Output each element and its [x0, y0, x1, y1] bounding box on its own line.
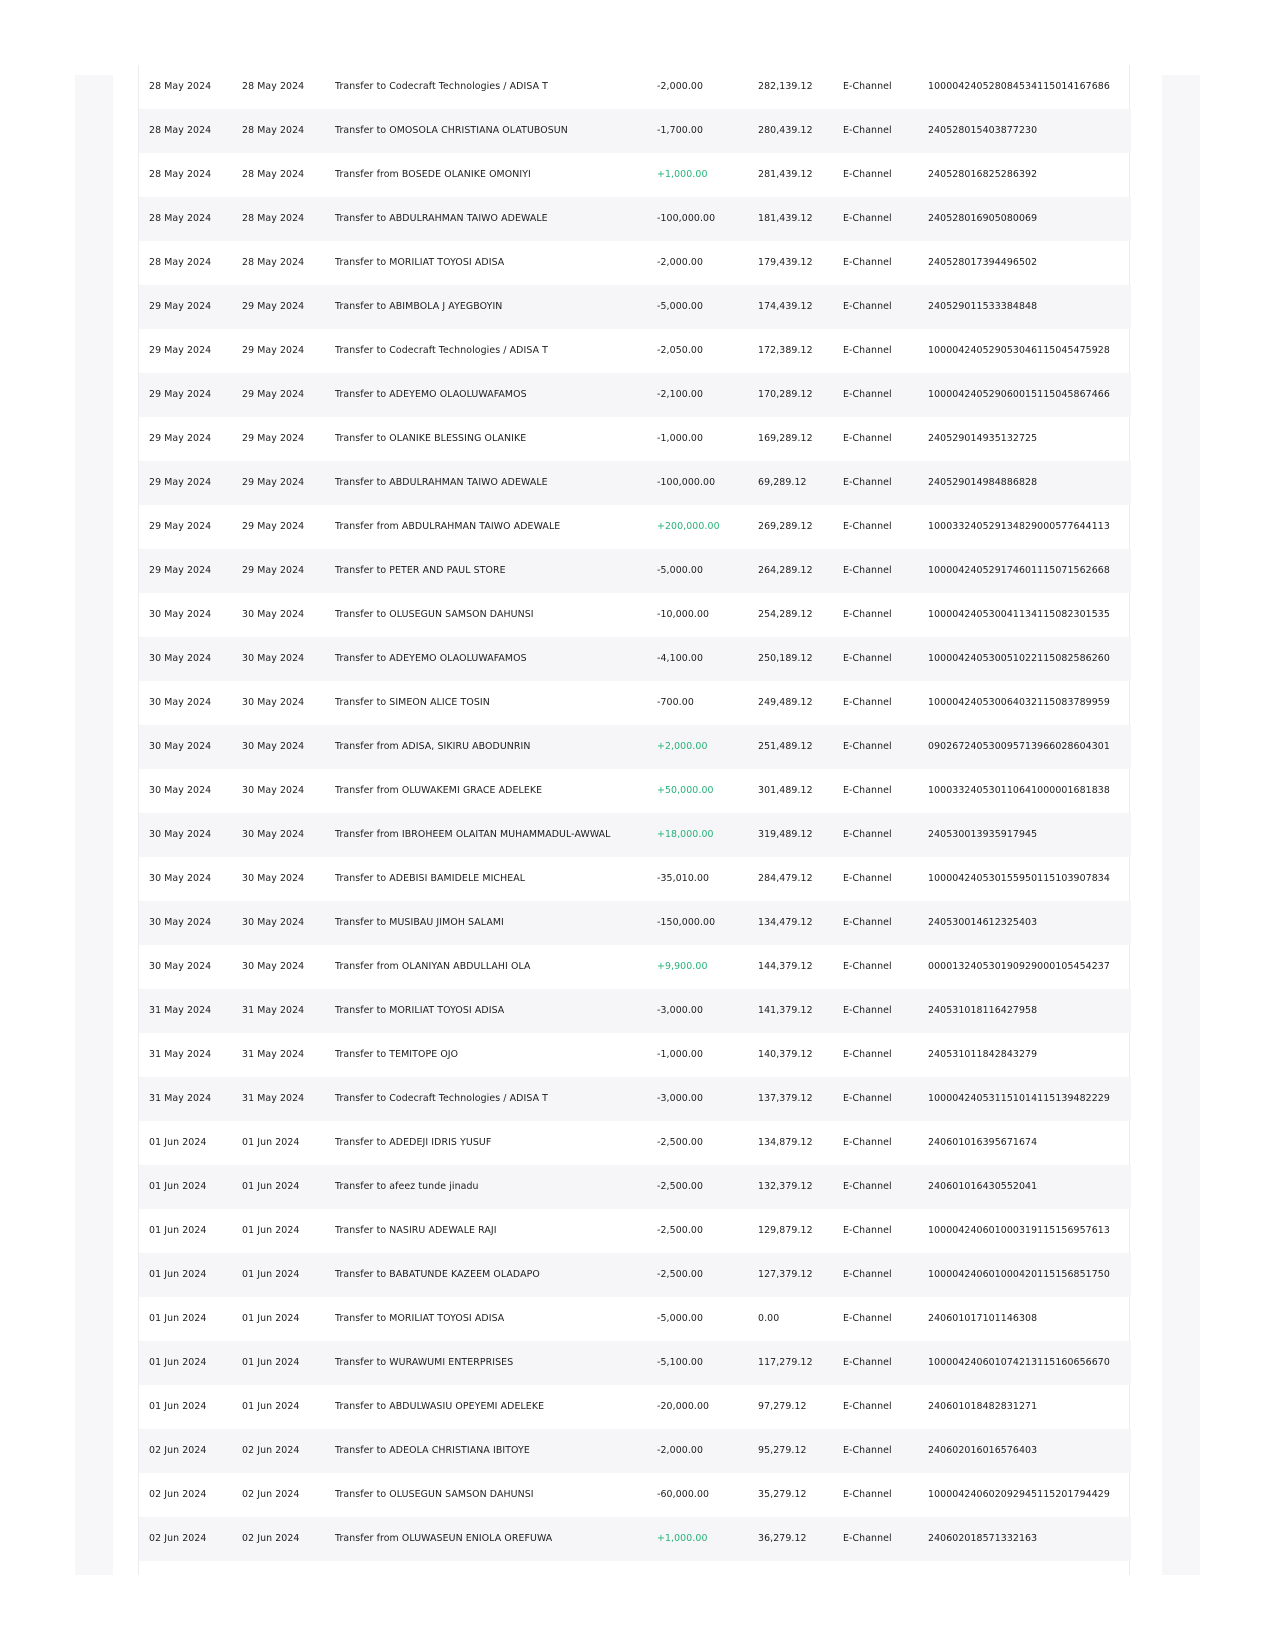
table-row — [139, 769, 1131, 813]
value-date-cell: 01 Jun 2024 — [242, 1225, 300, 1236]
value-date-cell: 01 Jun 2024 — [242, 1401, 300, 1412]
balance-cell: 319,489.12 — [758, 829, 813, 840]
table-row — [139, 1121, 1131, 1165]
reference-cell: 240531011842843279 — [928, 1049, 1038, 1060]
channel-cell: E-Channel — [843, 433, 892, 444]
value-date-cell: 29 May 2024 — [242, 521, 305, 532]
reference-cell: 100004240529053046115045475928 — [928, 345, 1110, 356]
channel-cell: E-Channel — [843, 301, 892, 312]
channel-cell: E-Channel — [843, 1225, 892, 1236]
balance-cell: 141,379.12 — [758, 1005, 813, 1016]
table-row — [139, 197, 1131, 241]
description-cell: Transfer to ABDULWASIU OPEYEMI ADELEKE — [335, 1401, 545, 1412]
table-row — [139, 593, 1131, 637]
reference-cell: 240531018116427958 — [928, 1005, 1038, 1016]
channel-cell: E-Channel — [843, 345, 892, 356]
channel-cell: E-Channel — [843, 741, 892, 752]
description-cell: Transfer to OLUSEGUN SAMSON DAHUNSI — [335, 609, 534, 620]
amount-cell: -4,100.00 — [657, 653, 704, 664]
value-date-cell: 28 May 2024 — [242, 169, 305, 180]
description-cell: Transfer to MORILIAT TOYOSI ADISA — [335, 1005, 505, 1016]
table-row — [139, 637, 1131, 681]
transaction-date-cell: 02 Jun 2024 — [149, 1533, 207, 1544]
reference-cell: 240528016825286392 — [928, 169, 1038, 180]
reference-cell: 100004240530155950115103907834 — [928, 873, 1110, 884]
balance-cell: 134,879.12 — [758, 1137, 813, 1148]
value-date-cell: 28 May 2024 — [242, 125, 305, 136]
table-row — [139, 549, 1131, 593]
description-cell: Transfer from ADISA, SIKIRU ABODUNRIN — [335, 741, 531, 752]
table-row — [139, 813, 1131, 857]
value-date-cell: 28 May 2024 — [242, 81, 305, 92]
description-cell: Transfer to ABIMBOLA J AYEGBOYIN — [335, 301, 503, 312]
table-row — [139, 857, 1131, 901]
reference-cell: 240602018571332163 — [928, 1533, 1038, 1544]
table-row — [139, 109, 1131, 153]
balance-cell: 132,379.12 — [758, 1181, 813, 1192]
table-row — [139, 901, 1131, 945]
reference-cell: 240528015403877230 — [928, 125, 1038, 136]
balance-cell: 301,489.12 — [758, 785, 813, 796]
description-cell: Transfer to MORILIAT TOYOSI ADISA — [335, 1313, 505, 1324]
table-row — [139, 989, 1131, 1033]
channel-cell: E-Channel — [843, 257, 892, 268]
amount-cell: -100,000.00 — [657, 477, 716, 488]
balance-cell: 95,279.12 — [758, 1445, 807, 1456]
amount-cell: -2,050.00 — [657, 345, 704, 356]
amount-cell: -3,000.00 — [657, 1005, 704, 1016]
amount-cell: -5,000.00 — [657, 301, 704, 312]
balance-cell: 172,389.12 — [758, 345, 813, 356]
transaction-date-cell: 28 May 2024 — [149, 213, 212, 224]
value-date-cell: 29 May 2024 — [242, 433, 305, 444]
transaction-date-cell: 02 Jun 2024 — [149, 1489, 207, 1500]
description-cell: Transfer to TEMITOPE OJO — [335, 1049, 459, 1060]
channel-cell: E-Channel — [843, 697, 892, 708]
transaction-table — [138, 65, 1130, 1575]
reference-cell: 100004240529174601115071562668 — [928, 565, 1110, 576]
amount-cell: -20,000.00 — [657, 1401, 710, 1412]
table-row — [139, 1165, 1131, 1209]
balance-cell: 127,379.12 — [758, 1269, 813, 1280]
transaction-date-cell: 28 May 2024 — [149, 81, 212, 92]
channel-cell: E-Channel — [843, 1445, 892, 1456]
balance-cell: 137,379.12 — [758, 1093, 813, 1104]
transaction-date-cell: 28 May 2024 — [149, 125, 212, 136]
channel-cell: E-Channel — [843, 1269, 892, 1280]
channel-cell: E-Channel — [843, 389, 892, 400]
table-row — [139, 1429, 1131, 1473]
table-row — [139, 1385, 1131, 1429]
transaction-date-cell: 30 May 2024 — [149, 697, 212, 708]
table-row — [139, 1517, 1131, 1561]
table-row — [139, 329, 1131, 373]
transaction-date-cell: 29 May 2024 — [149, 521, 212, 532]
balance-cell: 97,279.12 — [758, 1401, 807, 1412]
value-date-cell: 01 Jun 2024 — [242, 1181, 300, 1192]
channel-cell: E-Channel — [843, 1005, 892, 1016]
description-cell: Transfer from OLUWASEUN ENIOLA OREFUWA — [335, 1533, 553, 1544]
balance-cell: 280,439.12 — [758, 125, 813, 136]
amount-cell: +1,000.00 — [657, 169, 708, 180]
reference-cell: 090267240530095713966028604301 — [928, 741, 1110, 752]
balance-cell: 36,279.12 — [758, 1533, 807, 1544]
amount-cell: -2,500.00 — [657, 1225, 704, 1236]
amount-cell: -2,500.00 — [657, 1137, 704, 1148]
value-date-cell: 31 May 2024 — [242, 1093, 305, 1104]
transaction-date-cell: 30 May 2024 — [149, 917, 212, 928]
balance-cell: 179,439.12 — [758, 257, 813, 268]
description-cell: Transfer to OMOSOLA CHRISTIANA OLATUBOSUN — [335, 125, 568, 136]
balance-cell: 264,289.12 — [758, 565, 813, 576]
channel-cell: E-Channel — [843, 521, 892, 532]
channel-cell: E-Channel — [843, 653, 892, 664]
description-cell: Transfer from BOSEDE OLANIKE OMONIYI — [335, 169, 531, 180]
balance-cell: 134,479.12 — [758, 917, 813, 928]
reference-cell: 240530014612325403 — [928, 917, 1038, 928]
channel-cell: E-Channel — [843, 477, 892, 488]
transaction-date-cell: 01 Jun 2024 — [149, 1313, 207, 1324]
balance-cell: 170,289.12 — [758, 389, 813, 400]
value-date-cell: 28 May 2024 — [242, 257, 305, 268]
description-cell: Transfer to ABDULRAHMAN TAIWO ADEWALE — [335, 477, 548, 488]
reference-cell: 240601018482831271 — [928, 1401, 1038, 1412]
balance-cell: 174,439.12 — [758, 301, 813, 312]
reference-cell: 000013240530190929000105454237 — [928, 961, 1110, 972]
transaction-date-cell: 29 May 2024 — [149, 301, 212, 312]
description-cell: Transfer to SIMEON ALICE TOSIN — [335, 697, 490, 708]
balance-cell: 129,879.12 — [758, 1225, 813, 1236]
channel-cell: E-Channel — [843, 1357, 892, 1368]
transaction-date-cell: 31 May 2024 — [149, 1005, 212, 1016]
reference-cell: 100004240601000319115156957613 — [928, 1225, 1110, 1236]
reference-cell: 100004240602092945115201794429 — [928, 1489, 1110, 1500]
transaction-date-cell: 29 May 2024 — [149, 389, 212, 400]
description-cell: Transfer to Codecraft Technologies / ADISA T — [335, 1093, 548, 1104]
balance-cell: 117,279.12 — [758, 1357, 813, 1368]
table-row — [139, 1297, 1131, 1341]
channel-cell: E-Channel — [843, 917, 892, 928]
amount-cell: -10,000.00 — [657, 609, 710, 620]
transaction-date-cell: 01 Jun 2024 — [149, 1401, 207, 1412]
table-row — [139, 1253, 1131, 1297]
transaction-date-cell: 29 May 2024 — [149, 565, 212, 576]
amount-cell: -5,000.00 — [657, 565, 704, 576]
table-row — [139, 65, 1131, 109]
description-cell: Transfer to MUSIBAU JIMOH SALAMI — [335, 917, 504, 928]
reference-cell: 100004240530051022115082586260 — [928, 653, 1110, 664]
transaction-date-cell: 29 May 2024 — [149, 477, 212, 488]
channel-cell: E-Channel — [843, 961, 892, 972]
amount-cell: -2,000.00 — [657, 1445, 704, 1456]
value-date-cell: 01 Jun 2024 — [242, 1313, 300, 1324]
channel-cell: E-Channel — [843, 1401, 892, 1412]
table-row — [139, 1341, 1131, 1385]
description-cell: Transfer to BABATUNDE KAZEEM OLADAPO — [335, 1269, 540, 1280]
value-date-cell: 01 Jun 2024 — [242, 1269, 300, 1280]
value-date-cell: 02 Jun 2024 — [242, 1533, 300, 1544]
description-cell: Transfer from OLANIYAN ABDULLAHI OLA — [335, 961, 531, 972]
transaction-date-cell: 30 May 2024 — [149, 741, 212, 752]
channel-cell: E-Channel — [843, 565, 892, 576]
transaction-date-cell: 28 May 2024 — [149, 169, 212, 180]
balance-cell: 250,189.12 — [758, 653, 813, 664]
reference-cell: 240601016395671674 — [928, 1137, 1038, 1148]
reference-cell: 100004240530064032115083789959 — [928, 697, 1110, 708]
value-date-cell: 31 May 2024 — [242, 1005, 305, 1016]
description-cell: Transfer to ADEYEMO OLAOLUWAFAMOS — [335, 389, 527, 400]
balance-cell: 35,279.12 — [758, 1489, 807, 1500]
description-cell: Transfer from OLUWAKEMI GRACE ADELEKE — [335, 785, 543, 796]
value-date-cell: 30 May 2024 — [242, 917, 305, 928]
balance-cell: 169,289.12 — [758, 433, 813, 444]
amount-cell: -1,000.00 — [657, 1049, 704, 1060]
description-cell: Transfer to ADEBISI BAMIDELE MICHEAL — [335, 873, 526, 884]
description-cell: Transfer to OLUSEGUN SAMSON DAHUNSI — [335, 1489, 534, 1500]
description-cell: Transfer from ABDULRAHMAN TAIWO ADEWALE — [335, 521, 561, 532]
page-margin-right — [1162, 75, 1200, 1575]
reference-cell: 100004240531151014115139482229 — [928, 1093, 1110, 1104]
transaction-date-cell: 01 Jun 2024 — [149, 1181, 207, 1192]
transaction-date-cell: 30 May 2024 — [149, 873, 212, 884]
value-date-cell: 01 Jun 2024 — [242, 1137, 300, 1148]
reference-cell: 240529014935132725 — [928, 433, 1038, 444]
reference-cell: 240528017394496502 — [928, 257, 1038, 268]
value-date-cell: 30 May 2024 — [242, 741, 305, 752]
value-date-cell: 29 May 2024 — [242, 345, 305, 356]
description-cell: Transfer to Codecraft Technologies / ADISA T — [335, 81, 548, 92]
amount-cell: -5,100.00 — [657, 1357, 704, 1368]
table-row — [139, 725, 1131, 769]
channel-cell: E-Channel — [843, 1313, 892, 1324]
amount-cell: -150,000.00 — [657, 917, 716, 928]
value-date-cell: 02 Jun 2024 — [242, 1489, 300, 1500]
amount-cell: -2,500.00 — [657, 1269, 704, 1280]
value-date-cell: 30 May 2024 — [242, 785, 305, 796]
channel-cell: E-Channel — [843, 81, 892, 92]
value-date-cell: 29 May 2024 — [242, 565, 305, 576]
balance-cell: 69,289.12 — [758, 477, 807, 488]
amount-cell: +200,000.00 — [657, 521, 720, 532]
value-date-cell: 29 May 2024 — [242, 301, 305, 312]
balance-cell: 0.00 — [758, 1313, 780, 1324]
amount-cell: -5,000.00 — [657, 1313, 704, 1324]
channel-cell: E-Channel — [843, 169, 892, 180]
description-cell: Transfer to ADEOLA CHRISTIANA IBITOYE — [335, 1445, 530, 1456]
value-date-cell: 30 May 2024 — [242, 873, 305, 884]
balance-cell: 269,289.12 — [758, 521, 813, 532]
amount-cell: -3,000.00 — [657, 1093, 704, 1104]
amount-cell: -1,000.00 — [657, 433, 704, 444]
table-row — [139, 945, 1131, 989]
transaction-date-cell: 30 May 2024 — [149, 829, 212, 840]
reference-cell: 240528016905080069 — [928, 213, 1038, 224]
channel-cell: E-Channel — [843, 829, 892, 840]
amount-cell: -1,700.00 — [657, 125, 704, 136]
value-date-cell: 30 May 2024 — [242, 961, 305, 972]
description-cell: Transfer to afeez tunde jinadu — [335, 1181, 479, 1192]
channel-cell: E-Channel — [843, 1049, 892, 1060]
table-row — [139, 505, 1131, 549]
channel-cell: E-Channel — [843, 609, 892, 620]
transaction-date-cell: 29 May 2024 — [149, 433, 212, 444]
amount-cell: +2,000.00 — [657, 741, 708, 752]
reference-cell: 240601017101146308 — [928, 1313, 1038, 1324]
channel-cell: E-Channel — [843, 1181, 892, 1192]
amount-cell: +50,000.00 — [657, 785, 714, 796]
transaction-date-cell: 01 Jun 2024 — [149, 1137, 207, 1148]
description-cell: Transfer to ADEYEMO OLAOLUWAFAMOS — [335, 653, 527, 664]
channel-cell: E-Channel — [843, 213, 892, 224]
balance-cell: 281,439.12 — [758, 169, 813, 180]
table-row — [139, 153, 1131, 197]
table-row — [139, 1473, 1131, 1517]
balance-cell: 284,479.12 — [758, 873, 813, 884]
value-date-cell: 02 Jun 2024 — [242, 1445, 300, 1456]
amount-cell: -2,000.00 — [657, 81, 704, 92]
reference-cell: 240530013935917945 — [928, 829, 1038, 840]
amount-cell: -60,000.00 — [657, 1489, 710, 1500]
balance-cell: 254,289.12 — [758, 609, 813, 620]
channel-cell: E-Channel — [843, 785, 892, 796]
amount-cell: -700.00 — [657, 697, 694, 708]
reference-cell: 100004240530041134115082301535 — [928, 609, 1110, 620]
reference-cell: 240529014984886828 — [928, 477, 1038, 488]
table-row — [139, 681, 1131, 725]
reference-cell: 100004240528084534115014167686 — [928, 81, 1110, 92]
transaction-date-cell: 02 Jun 2024 — [149, 1445, 207, 1456]
table-row — [139, 241, 1131, 285]
value-date-cell: 28 May 2024 — [242, 213, 305, 224]
channel-cell: E-Channel — [843, 1489, 892, 1500]
description-cell: Transfer to WURAWUMI ENTERPRISES — [335, 1357, 514, 1368]
balance-cell: 282,139.12 — [758, 81, 813, 92]
table-row — [139, 1209, 1131, 1253]
description-cell: Transfer to ADEDEJI IDRIS YUSUF — [335, 1137, 492, 1148]
transaction-date-cell: 01 Jun 2024 — [149, 1225, 207, 1236]
description-cell: Transfer to Codecraft Technologies / ADISA T — [335, 345, 548, 356]
transaction-date-cell: 01 Jun 2024 — [149, 1357, 207, 1368]
balance-cell: 140,379.12 — [758, 1049, 813, 1060]
reference-cell: 100004240601074213115160656670 — [928, 1357, 1110, 1368]
reference-cell: 240602016016576403 — [928, 1445, 1038, 1456]
reference-cell: 100033240530110641000001681838 — [928, 785, 1110, 796]
channel-cell: E-Channel — [843, 1533, 892, 1544]
description-cell: Transfer from IBROHEEM OLAITAN MUHAMMADUL-AWWAL — [335, 829, 611, 840]
transaction-date-cell: 30 May 2024 — [149, 653, 212, 664]
reference-cell: 240529011533384848 — [928, 301, 1038, 312]
transaction-date-cell: 30 May 2024 — [149, 961, 212, 972]
channel-cell: E-Channel — [843, 125, 892, 136]
reference-cell: 100004240529060015115045867466 — [928, 389, 1110, 400]
description-cell: Transfer to PETER AND PAUL STORE — [335, 565, 506, 576]
transaction-date-cell: 30 May 2024 — [149, 785, 212, 796]
table-row — [139, 461, 1131, 505]
reference-cell: 100004240601000420115156851750 — [928, 1269, 1110, 1280]
value-date-cell: 29 May 2024 — [242, 477, 305, 488]
description-cell: Transfer to ABDULRAHMAN TAIWO ADEWALE — [335, 213, 548, 224]
amount-cell: -2,000.00 — [657, 257, 704, 268]
table-row — [139, 285, 1131, 329]
balance-cell: 249,489.12 — [758, 697, 813, 708]
table-row — [139, 1033, 1131, 1077]
channel-cell: E-Channel — [843, 1093, 892, 1104]
balance-cell: 181,439.12 — [758, 213, 813, 224]
amount-cell: -2,100.00 — [657, 389, 704, 400]
transaction-date-cell: 28 May 2024 — [149, 257, 212, 268]
value-date-cell: 30 May 2024 — [242, 829, 305, 840]
value-date-cell: 30 May 2024 — [242, 697, 305, 708]
value-date-cell: 30 May 2024 — [242, 609, 305, 620]
amount-cell: -2,500.00 — [657, 1181, 704, 1192]
amount-cell: +1,000.00 — [657, 1533, 708, 1544]
value-date-cell: 01 Jun 2024 — [242, 1357, 300, 1368]
page-margin-left — [75, 75, 113, 1575]
amount-cell: -100,000.00 — [657, 213, 716, 224]
amount-cell: +18,000.00 — [657, 829, 714, 840]
table-row — [139, 417, 1131, 461]
transaction-date-cell: 29 May 2024 — [149, 345, 212, 356]
transaction-date-cell: 01 Jun 2024 — [149, 1269, 207, 1280]
amount-cell: +9,900.00 — [657, 961, 708, 972]
value-date-cell: 31 May 2024 — [242, 1049, 305, 1060]
balance-cell: 144,379.12 — [758, 961, 813, 972]
transaction-date-cell: 31 May 2024 — [149, 1049, 212, 1060]
description-cell: Transfer to NASIRU ADEWALE RAJI — [335, 1225, 497, 1236]
reference-cell: 100033240529134829000577644113 — [928, 521, 1110, 532]
balance-cell: 251,489.12 — [758, 741, 813, 752]
channel-cell: E-Channel — [843, 1137, 892, 1148]
table-row — [139, 1077, 1131, 1121]
transaction-date-cell: 31 May 2024 — [149, 1093, 212, 1104]
amount-cell: -35,010.00 — [657, 873, 710, 884]
transaction-date-cell: 30 May 2024 — [149, 609, 212, 620]
description-cell: Transfer to OLANIKE BLESSING OLANIKE — [335, 433, 527, 444]
reference-cell: 240601016430552041 — [928, 1181, 1038, 1192]
table-row — [139, 373, 1131, 417]
value-date-cell: 29 May 2024 — [242, 389, 305, 400]
channel-cell: E-Channel — [843, 873, 892, 884]
value-date-cell: 30 May 2024 — [242, 653, 305, 664]
description-cell: Transfer to MORILIAT TOYOSI ADISA — [335, 257, 505, 268]
